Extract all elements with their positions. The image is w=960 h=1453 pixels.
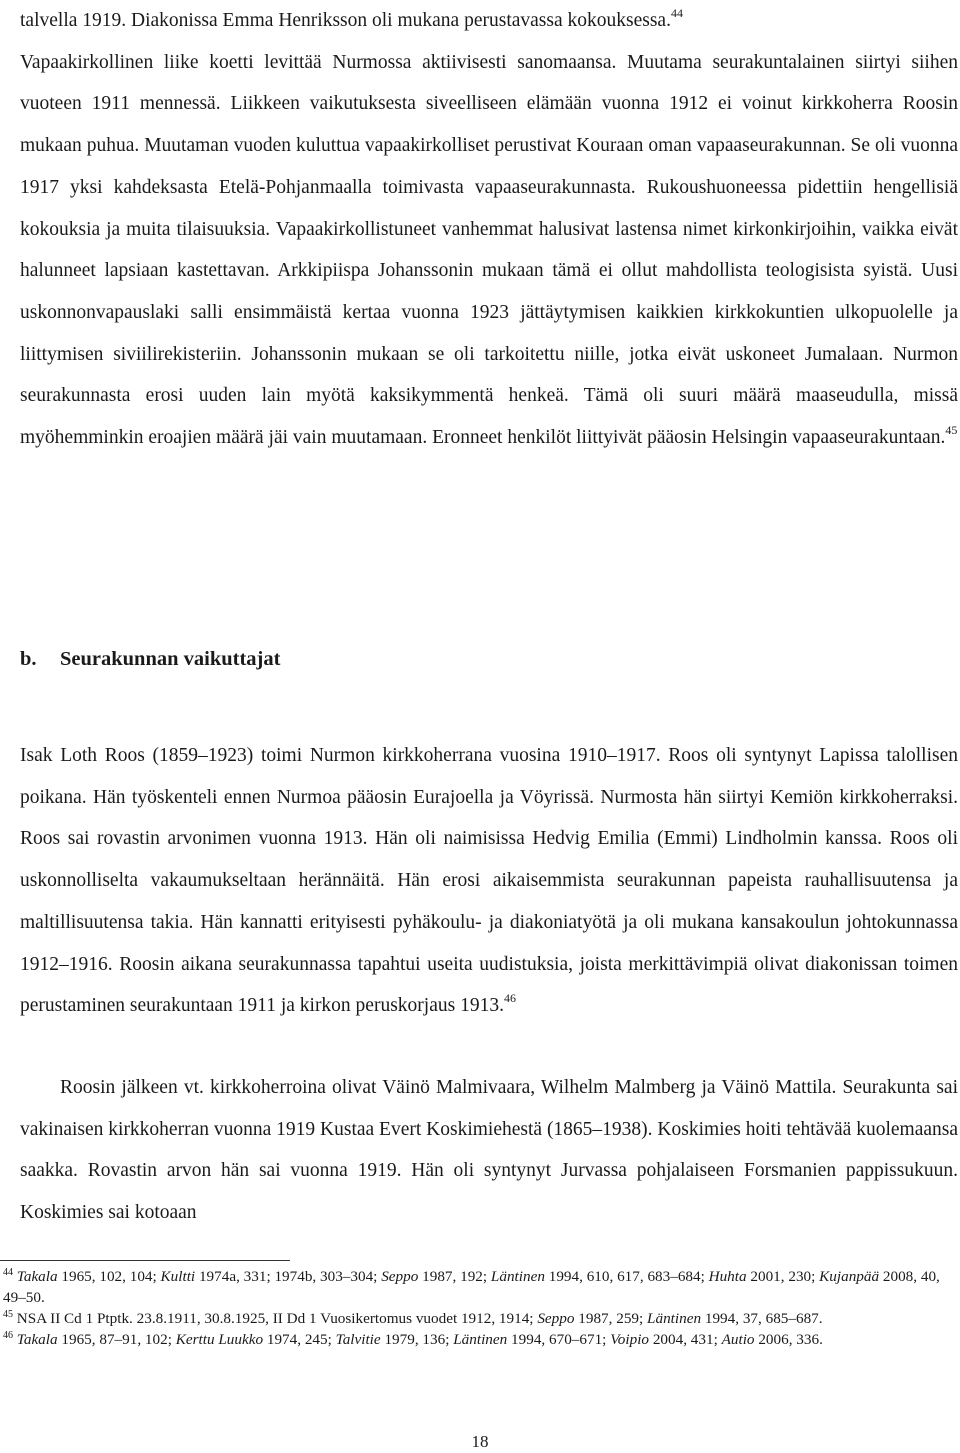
footnote-text: 1987, 192;	[418, 1268, 491, 1285]
footnote-source-name: Kujanpää	[819, 1268, 880, 1285]
footnote-source-name: Autio	[721, 1331, 755, 1348]
footnote-45	[3, 1308, 953, 1329]
paragraph-body	[20, 42, 958, 459]
footnote-ref-46: 46	[503, 991, 516, 1006]
footnote-source-name: Takala	[16, 1331, 58, 1348]
footnote-text: 2001, 230;	[746, 1268, 820, 1285]
page-number: 18	[471, 1432, 489, 1451]
footnote-text: 1965, 102, 104;	[57, 1268, 161, 1285]
footnote-text: 1987, 259;	[574, 1310, 648, 1327]
footnote-source-name: Läntinen	[453, 1331, 508, 1348]
footnote-source-name: Kultti	[160, 1268, 196, 1285]
paragraph-line-first	[20, 0, 958, 42]
paragraph-koskimies	[20, 1067, 958, 1234]
paragraph-text: Isak Loth Roos (1859–1923) toimi Nurmon kirkkoherrana vuosina 1910–1917. Roos oli syntynyt Lapissa talollisen poikana. Hän työskenteli ennen Nurmoa pääosin Eurajoella ja Vöyrissä. Nurmosta hän siirtyi Kemiön kirkkoherraksi. Roos sai rovastin arvonimen vuonna 1913. Hän oli naimisissa Hedvig Emilia (Emmi) Lindholmin kanssa. Roos oli uskonnolliselta vakaumukseltaan herännäitä. Hän erosi aikaisemmista seurakunnan papeista rauhallisuutensa ja maltillisuutensa takia. Hän kannatti erityisesti pyhäkoulu- ja diakoniatyötä ja oli mukana kansakoulun johtokunnassa 1912–1916. Roosin aikana seurakunnassa tapahtui useita uudistuksia, joista merkittävimpiä olivat diakonissan toimen perustaminen seurakuntaan 1911 ja kirkon peruskorjaus 1913.	[20, 745, 958, 1017]
footnote-source-name: Seppo	[537, 1310, 575, 1327]
footnote-source-name: Läntinen	[490, 1268, 545, 1285]
footnotes	[3, 1266, 953, 1350]
footnote-text: 1965, 87–91, 102;	[57, 1331, 176, 1348]
paragraph-text: Roosin jälkeen vt. kirkkoherroina olivat Väinö Malmivaara, Wilhelm Malmberg ja Väinö Mattila. Seurakunta sai vakinaisen kirkkoherran vuonna 1919 Kustaa Evert Koskimiehestä (1865–1938). Koskimies hoiti tehtävää kuolemaansa saakka. Rovastin arvon hän sai vuonna 1919. Hän oli syntynyt Jurvassa pohjalaiseen Forsmanien pappissukuun. Koskimies sai kotoaan	[20, 1077, 958, 1224]
footnote-text: 1979, 136;	[380, 1331, 454, 1348]
footnote-number: 44	[3, 1267, 13, 1278]
footnote-text: 1974a, 331; 1974b, 303–304;	[195, 1268, 382, 1285]
footnote-source-name: Voipio	[610, 1331, 650, 1348]
footnote-number: 45	[3, 1309, 13, 1320]
footnote-source-name: Huhta	[708, 1268, 747, 1285]
footnote-text: 2006, 336.	[754, 1331, 823, 1348]
footnote-source-name: Seppo	[381, 1268, 419, 1285]
section-title: Seurakunnan vaikuttajat	[60, 648, 281, 670]
footnote-text: 1994, 610, 617, 683–684;	[544, 1268, 709, 1285]
paragraph-text: Vapaakirkollinen liike koetti levittää Nurmossa aktiivisesti sanomaansa. Muutama seurakuntalainen siirtyi siihen vuoteen 1911 mennessä. Liikkeen vaikutuksesta siveelliseen elämään vuonna 1912 ei voinut kirkkoherra Roosin mukaan puhua. Muutaman vuoden kuluttua vapaakirkolliset perustivat Kouraan oman vapaaseurakunnan. Se oli vuonna 1917 yksi kahdeksasta Etelä-Pohjanmaalla toimivasta vapaaseurakunnasta. Rukoushuoneessa pidettiin hengellisiä kokouksia ja muita tilaisuuksia. Vapaakirkollistuneet vanhemmat halusivat lastensa nimet kirkonkirjoihin, vaikka eivät halunneet lapsiaan kastettavan. Arkkipiispa Johanssonin mukaan tämä ei ollut mahdollista teologisista syistä. Uusi uskonnonvapauslaki salli ensimmäistä kertaa vuonna 1923 jättäytymisen kaikkien kirkkokuntien ulkopuolelle ja liittymisen siviilirekisteriin. Johanssonin mukaan se oli tarkoitettu niille, jotka eivät uskoneet Jumalaan. Nurmon seurakunnasta erosi uuden lain myötä kaksikymmentä henkeä. Tämä oli suuri määrä maaseudulla, missä myöhemminkin eroajien määrä jäi vain muutamaan. Eronneet henkilöt liittyivät pääosin Helsingin vapaaseurakuntaan.	[20, 51, 958, 449]
footnote-text: 1994, 670–671;	[507, 1331, 611, 1348]
footnote-ref-44: 44	[670, 6, 683, 20]
footnote-source-name: Kerttu Luukko	[175, 1331, 264, 1348]
footnote-text: 1974, 245;	[263, 1331, 336, 1348]
footnote-source-name: Talvitie	[335, 1331, 381, 1348]
footnote-text: NSA II Cd 1 Ptptk. 23.8.1911, 30.8.1925, II Dd 1 Vuosikertomus vuodet 1912, 1914;	[16, 1310, 538, 1327]
footnote-separator	[0, 1260, 290, 1261]
footnote-source-name: Takala	[16, 1268, 58, 1285]
footnote-number: 46	[3, 1330, 13, 1341]
paragraph-text: talvella 1919. Diakonissa Emma Henriksson oli mukana perustavassa kokouksessa.	[20, 10, 671, 31]
paragraph-free-church	[20, 0, 958, 459]
footnote-text: 1994, 37, 685–687.	[701, 1310, 823, 1327]
footnote-46	[3, 1329, 953, 1350]
footnote-ref-45: 45	[945, 423, 958, 438]
paragraph-roos	[20, 735, 958, 1027]
section-heading	[20, 648, 280, 671]
footnote-text: 2008, 40, 49–50.	[3, 1268, 940, 1306]
footnote-source-name: Läntinen	[647, 1310, 702, 1327]
footnote-text: 2004, 431;	[649, 1331, 722, 1348]
footnote-44	[3, 1266, 953, 1308]
section-number: b.	[20, 648, 37, 670]
